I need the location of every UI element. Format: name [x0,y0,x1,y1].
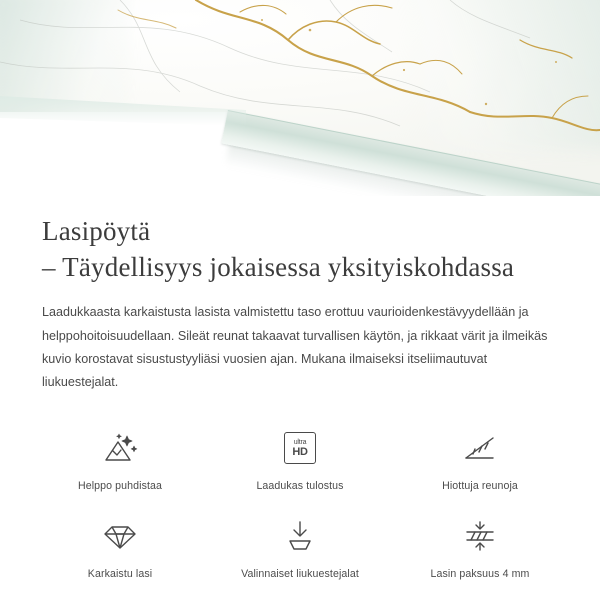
feature-label: Karkaistu lasi [87,568,153,581]
anti-slip-feet-icon [278,514,322,558]
content-block [0,196,600,394]
feature-label: Valinnaiset liukuestejalat [241,568,359,581]
page-title [42,214,558,285]
feature-item-polished-edges [390,420,570,496]
thickness-arrows-icon [458,514,502,558]
feature-label: Helppo puhdistaa [77,480,163,493]
feature-item-easy-clean [30,420,210,496]
diamond-icon [98,514,142,558]
feature-item-print-quality [210,420,390,496]
feature-grid [0,420,600,584]
feature-item-anti-slip-feet [210,508,390,584]
hero-image-glass-table [0,0,600,196]
sparkle-cloth-icon [98,426,142,470]
description-paragraph: Laadukkaasta karkaistusta lasista valmistettu taso erottuu vaurioidenkestävyydellään ja helppohoitoisuudellaan. Sileät reunat takaavat turvallisen käytön, ja rikkaat värit ja ilmeikäs kuvio korostavat sisustustyyliäsi vuosien ajan. Mukana ilmaiseksi itseliimautuvat liukuestejalat. [42,305,548,390]
feature-item-thickness [390,508,570,584]
title-line-1: Lasipöytä [42,216,151,246]
feature-item-tempered-glass [30,508,210,584]
polished-edges-icon [458,426,502,470]
title-line-2: – Täydellisyys jokaisessa yksityiskohdassa [42,251,515,282]
feature-label: Laadukas tulostus [256,480,344,493]
ultra-hd-badge-bottom: HD [292,445,308,458]
ultra-hd-icon [278,426,322,470]
feature-label: Hiottuja reunoja [442,480,518,493]
ultra-hd-badge-top: ultra [293,438,307,446]
feature-label: Lasin paksuus 4 mm [430,568,530,581]
marble-veins [0,0,600,196]
